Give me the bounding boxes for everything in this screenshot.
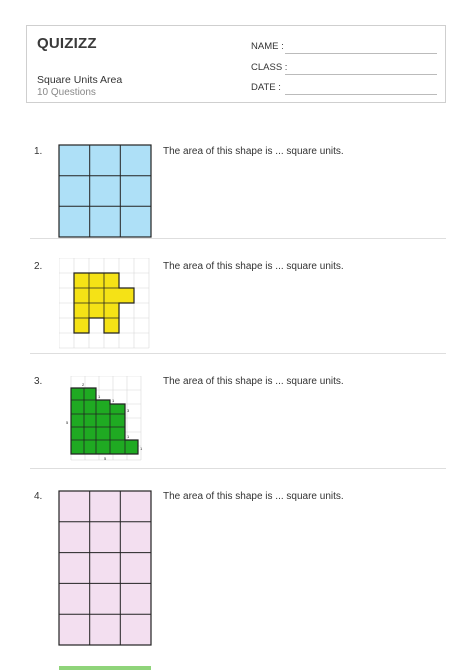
question-count: 10 Questions: [37, 87, 96, 98]
question-text: The area of this shape is ... square units.: [163, 376, 344, 387]
question-text: The area of this shape is ... square units.: [163, 261, 344, 272]
q4-shape: [59, 491, 151, 645]
q4-shape-grid: [58, 490, 154, 648]
dimension-label: 5: [104, 456, 107, 461]
divider: [30, 468, 446, 469]
q2-shape-grid: [59, 258, 155, 350]
dimension-label: 1: [127, 434, 130, 439]
dimension-label: 1: [140, 446, 143, 451]
question-number: 1.: [34, 146, 43, 157]
name-label: NAME :: [251, 41, 284, 52]
question-text: The area of this shape is ... square units.: [163, 146, 344, 157]
question-number: 4.: [34, 491, 43, 502]
worksheet-header: [26, 25, 446, 103]
question-number: 2.: [34, 261, 43, 272]
dimension-label: 3: [127, 408, 130, 413]
class-label: CLASS :: [251, 62, 288, 73]
question-number: 3.: [34, 376, 43, 387]
dimension-label: 5: [66, 420, 69, 425]
q3-shape: [71, 388, 138, 454]
class-field[interactable]: [285, 74, 437, 75]
question-text: The area of this shape is ... square units.: [163, 491, 344, 502]
worksheet-title: Square Units Area: [37, 74, 123, 86]
q1-shape: [59, 145, 151, 237]
divider: [30, 353, 446, 354]
name-field[interactable]: [285, 53, 437, 54]
dimension-label: 1: [112, 398, 115, 403]
next-question-shape-edge: [59, 666, 151, 670]
divider: [30, 238, 446, 239]
q3-shape-grid: [60, 376, 156, 466]
dimension-label: 1: [98, 394, 101, 399]
quizizz-logo: QUIZIZZ: [37, 35, 97, 52]
q1-shape-grid: [58, 144, 154, 240]
dimension-label: 2: [82, 382, 85, 387]
date-label: DATE :: [251, 82, 281, 93]
date-field[interactable]: [285, 94, 437, 95]
